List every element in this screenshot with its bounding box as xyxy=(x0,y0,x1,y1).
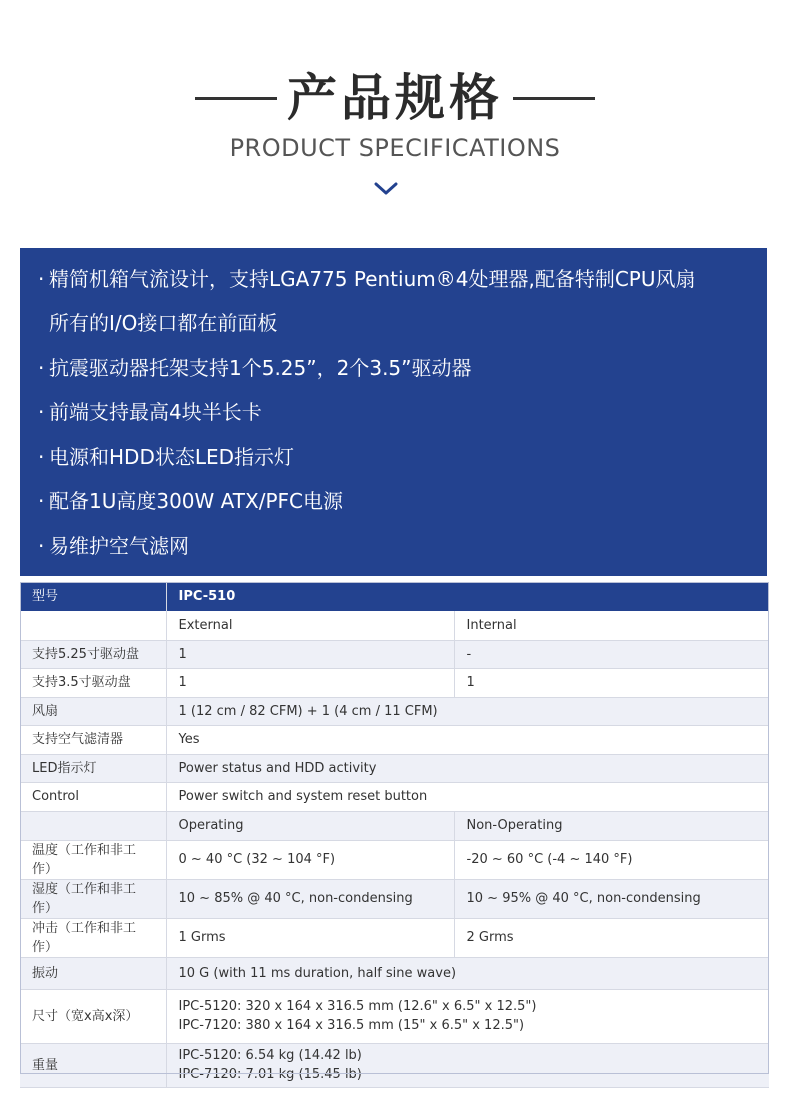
table-row xyxy=(20,1043,769,1087)
page-header xyxy=(0,0,790,240)
non-operating-header: Non-Operating xyxy=(454,811,769,840)
weight-line: IPC-5120: 6.54 kg (14.42 lb) xyxy=(178,1048,362,1063)
page-title: 产品规格 xyxy=(287,69,503,127)
row-label: 冲击（工作和非工作） xyxy=(20,918,166,957)
feature-item: · 电源和HDD状态LED指示灯 xyxy=(38,445,295,469)
operating-header: Operating xyxy=(166,811,454,840)
row-label: LED指示灯 xyxy=(20,754,166,782)
cell-value: Power switch and system reset button xyxy=(166,782,769,811)
table-row xyxy=(20,840,769,879)
table-row xyxy=(20,989,769,1043)
row-label: 温度（工作和非工作） xyxy=(20,840,166,879)
empty-cell xyxy=(20,611,166,640)
feature-item: · 易维护空气滤网 xyxy=(38,534,189,558)
cell-value: 10 ~ 85% @ 40 °C, non-condensing xyxy=(166,879,454,918)
cell-value xyxy=(166,989,769,1043)
cell-value: 10 ~ 95% @ 40 °C, non-condensing xyxy=(454,879,769,918)
table-row xyxy=(20,754,769,782)
table-row xyxy=(20,668,769,697)
cell-value: 1 Grms xyxy=(166,918,454,957)
row-label: 支持5.25寸驱动盘 xyxy=(20,640,166,668)
cell-value: 2 Grms xyxy=(454,918,769,957)
internal-header: Internal xyxy=(454,611,769,640)
cell-value: Yes xyxy=(166,725,769,754)
cell-value: 1 xyxy=(454,668,769,697)
cell-value: 1 (12 cm / 82 CFM) + 1 (4 cm / 11 CFM) xyxy=(166,697,769,725)
dimension-line: IPC-7120: 380 x 164 x 316.5 mm (15" x 6.5" x 12.5") xyxy=(178,1018,525,1033)
row-label: Control xyxy=(20,782,166,811)
cell-value: 0 ~ 40 °C (32 ~ 104 °F) xyxy=(166,840,454,879)
chevron-down-icon xyxy=(373,181,399,197)
feature-item: 所有的I/O接口都在前面板 xyxy=(49,311,278,335)
table-row xyxy=(20,582,769,611)
title-row xyxy=(0,58,790,130)
table-row xyxy=(20,957,769,989)
table-row xyxy=(20,782,769,811)
page-subtitle: PRODUCT SPECIFICATIONS xyxy=(229,134,561,162)
model-label: 型号 xyxy=(20,582,166,611)
row-label: 风扇 xyxy=(20,697,166,725)
table-row xyxy=(20,918,769,957)
dimension-line: IPC-5120: 320 x 164 x 316.5 mm (12.6" x 6.5" x 12.5") xyxy=(178,999,537,1014)
row-label: 尺寸（宽x高x深） xyxy=(20,989,166,1043)
cell-value: 10 G (with 11 ms duration, half sine wave) xyxy=(166,957,769,989)
feature-item: · 配备1U高度300W ATX/PFC电源 xyxy=(38,489,343,513)
title-right-rule xyxy=(513,97,595,100)
table-row xyxy=(20,697,769,725)
table-row xyxy=(20,611,769,640)
table-row xyxy=(20,811,769,840)
feature-list xyxy=(20,248,767,576)
row-label: 支持3.5寸驱动盘 xyxy=(20,668,166,697)
cell-value: 1 xyxy=(166,668,454,697)
cell-value: -20 ~ 60 °C (-4 ~ 140 °F) xyxy=(454,840,769,879)
row-label: 支持空气滤清器 xyxy=(20,725,166,754)
row-label: 重量 xyxy=(20,1043,166,1087)
row-label: 振动 xyxy=(20,957,166,989)
feature-item: · 精简机箱气流设计，支持LGA775 Pentium®4处理器,配备特制CPU风扇 xyxy=(38,267,696,291)
cell-value: 1 xyxy=(166,640,454,668)
title-left-rule xyxy=(195,97,277,100)
external-header: External xyxy=(166,611,454,640)
weight-line: IPC-7120: 7.01 kg (15.45 lb) xyxy=(178,1067,362,1082)
cell-value: - xyxy=(454,640,769,668)
cell-value xyxy=(166,1043,769,1087)
feature-item: · 前端支持最高4块半长卡 xyxy=(38,400,262,424)
spec-table xyxy=(20,582,769,1088)
cell-value: Power status and HDD activity xyxy=(166,754,769,782)
table-row xyxy=(20,725,769,754)
row-label: 湿度（工作和非工作） xyxy=(20,879,166,918)
table-row xyxy=(20,640,769,668)
empty-cell xyxy=(20,811,166,840)
feature-item: · 抗震驱动器托架支持1个5.25”，2个3.5”驱动器 xyxy=(38,356,472,380)
table-row xyxy=(20,879,769,918)
model-value: IPC-510 xyxy=(166,582,769,611)
